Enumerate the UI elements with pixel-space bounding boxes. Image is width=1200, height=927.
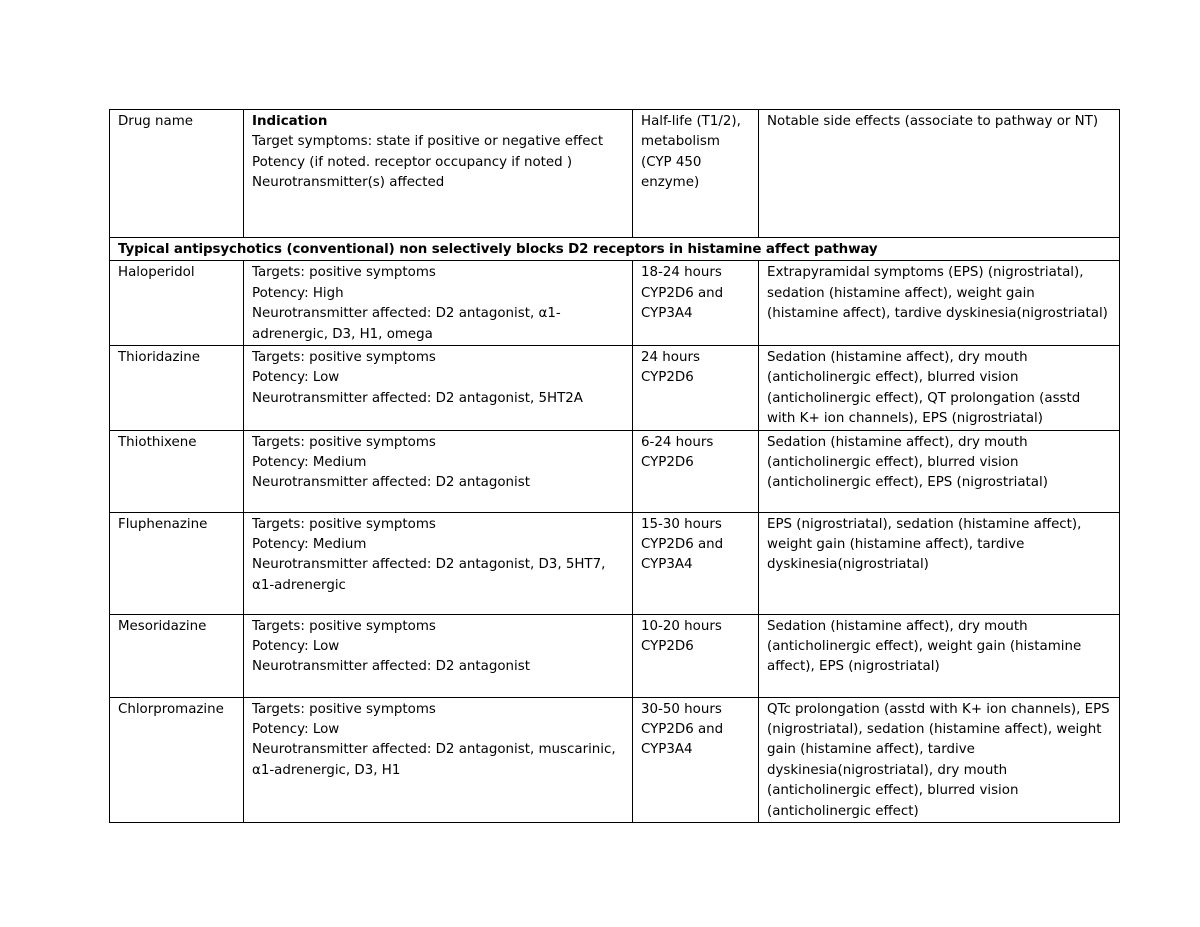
header-indication-line: Potency (if noted. receptor occupancy if noted ) xyxy=(252,154,573,170)
side-effects-cell xyxy=(759,346,1120,431)
indication-line: Neurotransmitter affected: D2 antagonist, muscarinic, xyxy=(252,742,616,758)
header-side-effects-text: Notable side effects (associate to pathway or NT) xyxy=(767,114,1099,129)
indication-line: Targets: positive symptoms xyxy=(252,434,436,450)
header-drug-name xyxy=(110,110,244,238)
indication-line: Potency: Low xyxy=(252,639,340,655)
side-effect-line: Sedation (histamine affect), dry mouth xyxy=(767,434,1028,450)
indication-cell xyxy=(244,614,633,697)
side-effect-line: EPS (nigrostriatal), sedation (histamine affect), xyxy=(767,516,1082,532)
side-effects-cell xyxy=(759,512,1120,614)
side-effect-line: (anticholinergic effect), EPS (nigrostriatal) xyxy=(767,475,1048,491)
side-effect-line: sedation (histamine affect), weight gain xyxy=(767,285,1035,301)
indication-line: α1-adrenergic, D3, H1 xyxy=(252,762,401,778)
header-indication-line: Target symptoms: state if positive or negative effect xyxy=(252,134,604,150)
table-row xyxy=(110,614,1120,697)
halflife-cell xyxy=(633,512,759,614)
side-effect-line: affect), EPS (nigrostriatal) xyxy=(767,659,940,675)
header-halflife-line: Half-life (T1/2), xyxy=(641,114,741,129)
indication-line: Neurotransmitter affected: D2 antagonist, 5HT2A xyxy=(252,390,583,406)
halflife-line: 24 hours xyxy=(641,350,700,366)
indication-line: Neurotransmitter affected: D2 antagonist xyxy=(252,659,530,675)
indication-line: Targets: positive symptoms xyxy=(252,516,436,532)
header-halflife-line: metabolism xyxy=(641,134,720,150)
header-halflife xyxy=(633,110,759,238)
side-effect-line: (histamine affect), tardive dyskinesia(nigrostriatal) xyxy=(767,306,1108,322)
header-halflife-line: enzyme) xyxy=(641,175,700,191)
table-row xyxy=(110,697,1120,822)
halflife-line: CYP2D6 xyxy=(641,370,694,386)
side-effect-line: with K+ ion channels), EPS (nigrostriatal) xyxy=(767,411,1043,427)
drug-name: Mesoridazine xyxy=(118,618,207,634)
drug-name-cell xyxy=(110,614,244,697)
halflife-line: CYP2D6 and xyxy=(641,722,724,738)
halflife-line: 15-30 hours xyxy=(641,516,722,532)
table-row xyxy=(110,346,1120,431)
table-row xyxy=(110,261,1120,346)
indication-line: adrenergic, D3, H1, omega xyxy=(252,326,433,342)
header-side-effects xyxy=(759,110,1120,238)
halflife-line: 10-20 hours xyxy=(641,618,722,634)
drug-name: Fluphenazine xyxy=(118,516,208,532)
side-effect-line: (anticholinergic effect), QT prolongation (asstd xyxy=(767,390,1081,406)
indication-cell xyxy=(244,346,633,431)
indication-line: Targets: positive symptoms xyxy=(252,701,436,717)
halflife-cell xyxy=(633,614,759,697)
drug-name-cell xyxy=(110,430,244,512)
header-indication-line: Neurotransmitter(s) affected xyxy=(252,175,445,191)
indication-line: Potency: Low xyxy=(252,722,340,738)
halflife-line: 18-24 hours xyxy=(641,265,722,281)
side-effect-line: (nigrostriatal), sedation (histamine affect), weight xyxy=(767,722,1102,738)
header-indication-title: Indication xyxy=(252,114,328,129)
indication-line: Potency: Medium xyxy=(252,455,367,471)
indication-line: Targets: positive symptoms xyxy=(252,265,436,281)
indication-line: Potency: High xyxy=(252,285,344,301)
table-row xyxy=(110,512,1120,614)
drug-name: Chlorpromazine xyxy=(118,701,224,717)
side-effect-line: (anticholinergic effect), blurred vision xyxy=(767,783,1019,799)
side-effect-line: (anticholinergic effect), blurred vision xyxy=(767,370,1019,386)
drug-name: Thioridazine xyxy=(118,350,200,366)
halflife-line: CYP3A4 xyxy=(641,306,693,322)
side-effects-cell xyxy=(759,614,1120,697)
drug-name-cell xyxy=(110,697,244,822)
side-effect-line: gain (histamine affect), tardive xyxy=(767,742,975,758)
halflife-line: CYP2D6 and xyxy=(641,537,724,553)
indication-cell xyxy=(244,430,633,512)
drug-name-cell xyxy=(110,261,244,346)
indication-line: Targets: positive symptoms xyxy=(252,618,436,634)
halflife-cell xyxy=(633,430,759,512)
halflife-line: CYP3A4 xyxy=(641,557,693,573)
section-title: Typical antipsychotics (conventional) non selectively blocks D2 receptors in histamine affect pathway xyxy=(110,238,1120,261)
table-row xyxy=(110,430,1120,512)
halflife-line: CYP2D6 xyxy=(641,639,694,655)
indication-line: Potency: Low xyxy=(252,370,340,386)
halflife-cell xyxy=(633,261,759,346)
side-effects-cell xyxy=(759,430,1120,512)
indication-line: Targets: positive symptoms xyxy=(252,350,436,366)
side-effect-line: (anticholinergic effect), weight gain (histamine xyxy=(767,639,1082,655)
side-effect-line: weight gain (histamine affect), tardive xyxy=(767,537,1025,553)
header-row xyxy=(110,110,1120,238)
side-effect-line: dyskinesia(nigrostriatal) xyxy=(767,557,929,573)
halflife-line: 30-50 hours xyxy=(641,701,722,717)
drug-name-cell xyxy=(110,512,244,614)
indication-line: Neurotransmitter affected: D2 antagonist, D3, 5HT7, xyxy=(252,557,606,573)
side-effects-cell xyxy=(759,261,1120,346)
indication-line: Neurotransmitter affected: D2 antagonist xyxy=(252,475,530,491)
header-indication xyxy=(244,110,633,238)
side-effects-cell xyxy=(759,697,1120,822)
drug-name: Haloperidol xyxy=(118,265,195,281)
indication-line: α1-adrenergic xyxy=(252,577,346,593)
header-drug-name-text: Drug name xyxy=(118,114,194,129)
halflife-line: CYP3A4 xyxy=(641,742,693,758)
side-effect-line: (anticholinergic effect), blurred vision xyxy=(767,455,1019,471)
indication-cell xyxy=(244,697,633,822)
indication-cell xyxy=(244,512,633,614)
side-effect-line: dyskinesia(nigrostriatal), dry mouth xyxy=(767,762,1008,778)
side-effect-line: Sedation (histamine affect), dry mouth xyxy=(767,618,1028,634)
side-effect-line: Extrapyramidal symptoms (EPS) (nigrostriatal), xyxy=(767,265,1084,281)
indication-cell xyxy=(244,261,633,346)
halflife-line: CYP2D6 xyxy=(641,455,694,471)
indication-line: Neurotransmitter affected: D2 antagonist, α1- xyxy=(252,306,561,322)
side-effect-line: Sedation (histamine affect), dry mouth xyxy=(767,350,1028,366)
halflife-cell xyxy=(633,697,759,822)
section-row xyxy=(110,238,1120,261)
indication-line: Potency: Medium xyxy=(252,537,367,553)
side-effect-line: QTc prolongation (asstd with K+ ion channels), EPS xyxy=(767,701,1110,717)
drug-name-cell xyxy=(110,346,244,431)
halflife-line: 6-24 hours xyxy=(641,434,714,450)
side-effect-line: (anticholinergic effect) xyxy=(767,803,919,819)
drug-table xyxy=(109,109,1120,823)
halflife-line: CYP2D6 and xyxy=(641,285,724,301)
header-halflife-line: (CYP 450 xyxy=(641,154,702,170)
halflife-cell xyxy=(633,346,759,431)
drug-name: Thiothixene xyxy=(118,434,197,450)
